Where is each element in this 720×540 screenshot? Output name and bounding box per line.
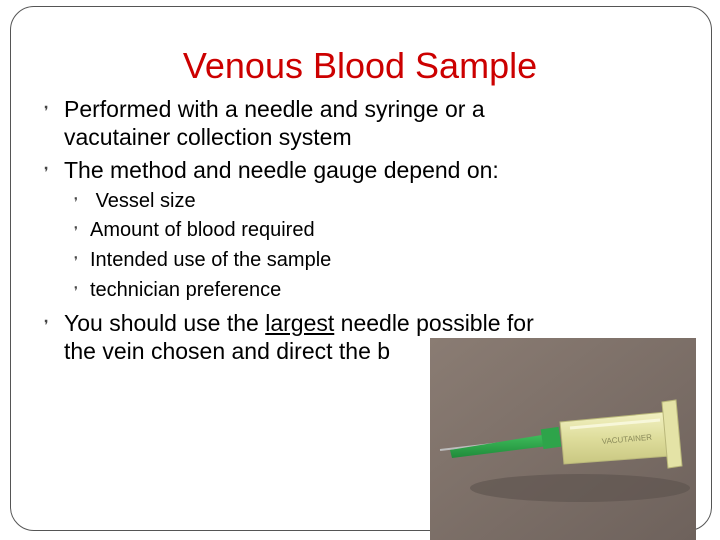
bullet-icon: ❜ xyxy=(74,253,78,268)
bullet-icon: ❜ xyxy=(74,223,78,238)
sub-bullet: ❜ Intended use of the sample xyxy=(74,249,332,271)
bullet-method: ❜ The method and needle gauge depend on: xyxy=(44,157,499,183)
slide-title: Venous Blood Sample xyxy=(182,45,538,86)
bullet-icon: ❜ xyxy=(74,194,78,209)
bullet-performed: ❜ Performed with a needle and syringe or a vacutainer collection system xyxy=(44,96,485,150)
bullet-icon: ❜ xyxy=(44,102,49,119)
bullet-icon: ❜ xyxy=(44,316,49,333)
bullet-icon: ❜ xyxy=(74,283,78,298)
vacutainer-needle-photo xyxy=(430,338,696,540)
sub-bullet: ❜ technician preference xyxy=(74,279,282,301)
sub-bullet: ❜ Amount of blood required xyxy=(74,219,315,241)
bullet-icon: ❜ xyxy=(44,163,49,180)
bullet-largest-needle: ❜ You should use the largest needle possible for the vein chosen and direct the b xyxy=(44,310,534,364)
holder-label: VACUTAINER xyxy=(601,432,653,446)
sub-bullet: ❜ Vessel size xyxy=(74,190,196,212)
